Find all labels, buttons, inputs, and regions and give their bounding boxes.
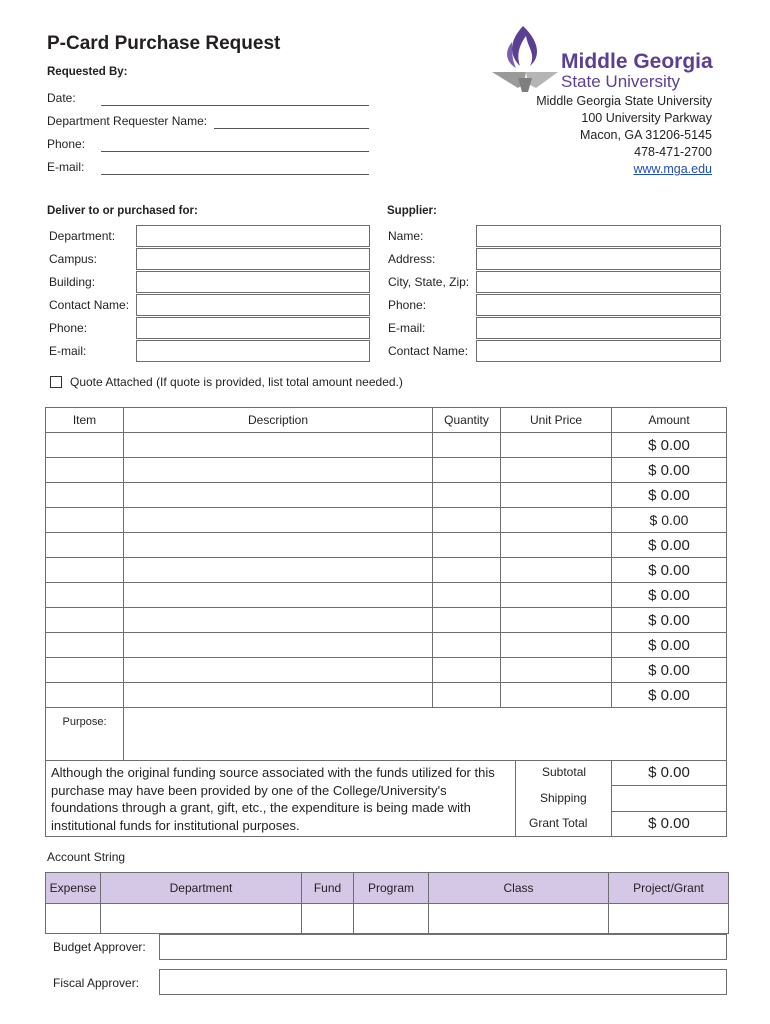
purpose-input[interactable]	[124, 708, 727, 765]
email-label: E-mail:	[47, 160, 85, 174]
description-cell[interactable]	[124, 683, 433, 708]
budget-approver-label: Budget Approver:	[53, 940, 146, 954]
grand-total-value: $ 0.00	[648, 815, 690, 832]
description-cell[interactable]	[124, 433, 433, 458]
unit-price-cell[interactable]	[501, 683, 612, 708]
fiscal-approver-label: Fiscal Approver:	[53, 976, 140, 990]
description-cell[interactable]	[124, 558, 433, 583]
column-header: Item	[46, 408, 124, 433]
amount-cell: $ 0.00	[612, 683, 727, 708]
unit-price-cell[interactable]	[501, 583, 612, 608]
amount-cell: $ 0.00	[612, 658, 727, 683]
deliver-label: Campus:	[49, 252, 98, 266]
account-column-header: Project/Grant	[609, 873, 729, 904]
description-cell[interactable]	[124, 508, 433, 533]
amount-cell: $ 0.00	[612, 558, 727, 583]
table-row	[46, 633, 727, 658]
deliver-building-input[interactable]	[136, 271, 370, 293]
supplier-label: Address:	[388, 252, 436, 266]
supplier-label: Name:	[388, 229, 424, 243]
amount-cell: $ 0.00	[612, 583, 727, 608]
table-row	[46, 483, 727, 508]
dept-requester-label: Department Requester Name:	[47, 114, 208, 128]
description-cell[interactable]	[124, 483, 433, 508]
item-cell[interactable]	[46, 608, 124, 633]
project-grant-input[interactable]	[609, 904, 729, 934]
org-name: Middle Georgia State University	[536, 94, 712, 108]
date-label: Date:	[47, 91, 76, 105]
item-cell[interactable]	[46, 433, 124, 458]
quantity-cell[interactable]	[433, 558, 501, 583]
account-string-heading: Account String	[47, 850, 126, 864]
deliver-label: Phone:	[49, 321, 88, 335]
quantity-cell[interactable]	[433, 433, 501, 458]
program-input[interactable]	[354, 904, 429, 934]
supplier-label: E-mail:	[388, 321, 426, 335]
org-phone: 478-471-2700	[634, 145, 712, 159]
unit-price-cell[interactable]	[501, 508, 612, 533]
description-cell[interactable]	[124, 533, 433, 558]
column-header: Quantity	[433, 408, 501, 433]
table-row	[46, 658, 727, 683]
description-cell[interactable]	[124, 583, 433, 608]
deliver-campus-input[interactable]	[136, 248, 370, 270]
deliver-label: Contact Name:	[49, 298, 130, 312]
date-field[interactable]	[101, 105, 369, 106]
university-flame-logo-icon	[490, 22, 560, 94]
supplier-city-input[interactable]	[476, 271, 721, 293]
item-cell[interactable]	[46, 483, 124, 508]
item-cell[interactable]	[46, 633, 124, 658]
supplier-contact-input[interactable]	[476, 340, 721, 362]
amount-cell: $ 0.00	[612, 483, 727, 508]
shipping-label: Shipping	[540, 791, 587, 805]
phone-label: Phone:	[47, 137, 86, 151]
deliver-label: E-mail:	[49, 344, 87, 358]
quote-attached-label: Quote Attached (If quote is provided, list total amount needed.)	[70, 375, 403, 389]
item-cell[interactable]	[46, 508, 124, 533]
amount-cell: $ 0.00	[612, 433, 727, 458]
account-column-header: Class	[429, 873, 609, 904]
deliver-phone-input[interactable]	[136, 317, 370, 339]
amount-cell: $ 0.00	[612, 533, 727, 558]
quantity-cell[interactable]	[433, 583, 501, 608]
org-street: 100 University Parkway	[581, 111, 712, 125]
unit-price-cell[interactable]	[501, 658, 612, 683]
supplier-name-input[interactable]	[476, 225, 721, 247]
table-row	[46, 683, 727, 708]
email-field[interactable]	[101, 174, 369, 175]
table-row	[46, 608, 727, 633]
deliver-contact-input[interactable]	[136, 294, 370, 316]
org-website-link[interactable]: www.mga.edu	[633, 162, 712, 176]
purpose-row	[46, 708, 727, 765]
quote-attached-checkbox[interactable]	[50, 376, 62, 388]
item-cell[interactable]	[46, 533, 124, 558]
supplier-heading: Supplier:	[387, 205, 437, 217]
item-cell[interactable]	[46, 558, 124, 583]
item-cell[interactable]	[46, 583, 124, 608]
supplier-email-input[interactable]	[476, 317, 721, 339]
column-header: Description	[124, 408, 433, 433]
logo-text-line2: State University	[561, 72, 681, 91]
quantity-cell[interactable]	[433, 458, 501, 483]
budget-approver-input[interactable]	[159, 934, 727, 960]
item-cell[interactable]	[46, 458, 124, 483]
account-column-header: Department	[101, 873, 302, 904]
fiscal-approver-input[interactable]	[159, 969, 727, 995]
deliver-heading: Deliver to or purchased for:	[47, 205, 198, 217]
dept-requester-field[interactable]	[214, 128, 369, 129]
shipping-input[interactable]	[611, 785, 727, 812]
quantity-cell[interactable]	[433, 508, 501, 533]
amount-cell: $ 0.00	[612, 608, 727, 633]
supplier-label: Contact Name:	[388, 344, 469, 358]
deliver-label: Department:	[49, 229, 116, 243]
account-input-row	[46, 904, 729, 934]
quantity-cell[interactable]	[433, 533, 501, 558]
funding-notice: Although the original funding source associated with the funds utilized for this purchase may have been provided by one of the College/University's foundations through a grant, gift, etc., the expenditure is being made with institutional funds for institutional purposes.	[51, 765, 495, 833]
table-row	[46, 533, 727, 558]
supplier-phone-input[interactable]	[476, 294, 721, 316]
amount-cell: $ 0.00	[612, 633, 727, 658]
description-cell[interactable]	[124, 608, 433, 633]
amount-cell: $ 0.00	[612, 508, 727, 533]
quantity-cell[interactable]	[433, 483, 501, 508]
quantity-cell[interactable]	[433, 683, 501, 708]
account-column-header: Expense	[46, 873, 101, 904]
unit-price-cell[interactable]	[501, 433, 612, 458]
class-input[interactable]	[429, 904, 609, 934]
table-row	[46, 558, 727, 583]
unit-price-cell[interactable]	[501, 608, 612, 633]
column-header: Amount	[612, 408, 727, 433]
account-header-row	[46, 873, 729, 904]
unit-price-cell[interactable]	[501, 633, 612, 658]
table-row	[46, 508, 727, 533]
description-cell[interactable]	[124, 658, 433, 683]
deliver-department-input[interactable]	[136, 225, 370, 247]
table-row	[46, 458, 727, 483]
deliver-label: Building:	[49, 275, 96, 289]
items-header-row	[46, 408, 727, 433]
account-column-header: Fund	[302, 873, 354, 904]
item-cell[interactable]	[46, 683, 124, 708]
fund-input[interactable]	[302, 904, 354, 934]
logo-text-line1: Middle Georgia	[561, 50, 713, 73]
unit-price-cell[interactable]	[501, 458, 612, 483]
column-header: Unit Price	[501, 408, 612, 433]
description-cell[interactable]	[124, 458, 433, 483]
unit-price-cell[interactable]	[501, 558, 612, 583]
item-cell[interactable]	[46, 658, 124, 683]
account-column-header: Program	[354, 873, 429, 904]
org-city: Macon, GA 31206-5145	[579, 128, 712, 142]
quantity-cell[interactable]	[433, 633, 501, 658]
page-title: P-Card Purchase Request	[47, 33, 281, 54]
requested-by-heading: Requested By:	[47, 66, 128, 78]
unit-price-cell[interactable]	[501, 533, 612, 558]
supplier-label: City, State, Zip:	[388, 275, 470, 289]
deliver-email-input[interactable]	[136, 340, 370, 362]
purpose-label: Purpose:	[46, 708, 124, 765]
items-table	[45, 407, 727, 765]
account-string-table	[45, 872, 729, 934]
phone-field[interactable]	[101, 151, 369, 152]
unit-price-cell[interactable]	[501, 483, 612, 508]
amount-cell: $ 0.00	[612, 458, 727, 483]
subtotal-value: $ 0.00	[648, 764, 690, 781]
grand-total-label: Grant Total	[529, 816, 588, 830]
department-input[interactable]	[101, 904, 302, 934]
expense-input[interactable]	[46, 904, 101, 934]
description-cell[interactable]	[124, 633, 433, 658]
supplier-label: Phone:	[388, 298, 427, 312]
table-row	[46, 583, 727, 608]
quantity-cell[interactable]	[433, 608, 501, 633]
org-address	[536, 93, 712, 178]
table-row	[46, 433, 727, 458]
supplier-address-input[interactable]	[476, 248, 721, 270]
quantity-cell[interactable]	[433, 658, 501, 683]
subtotal-label: Subtotal	[542, 765, 587, 779]
